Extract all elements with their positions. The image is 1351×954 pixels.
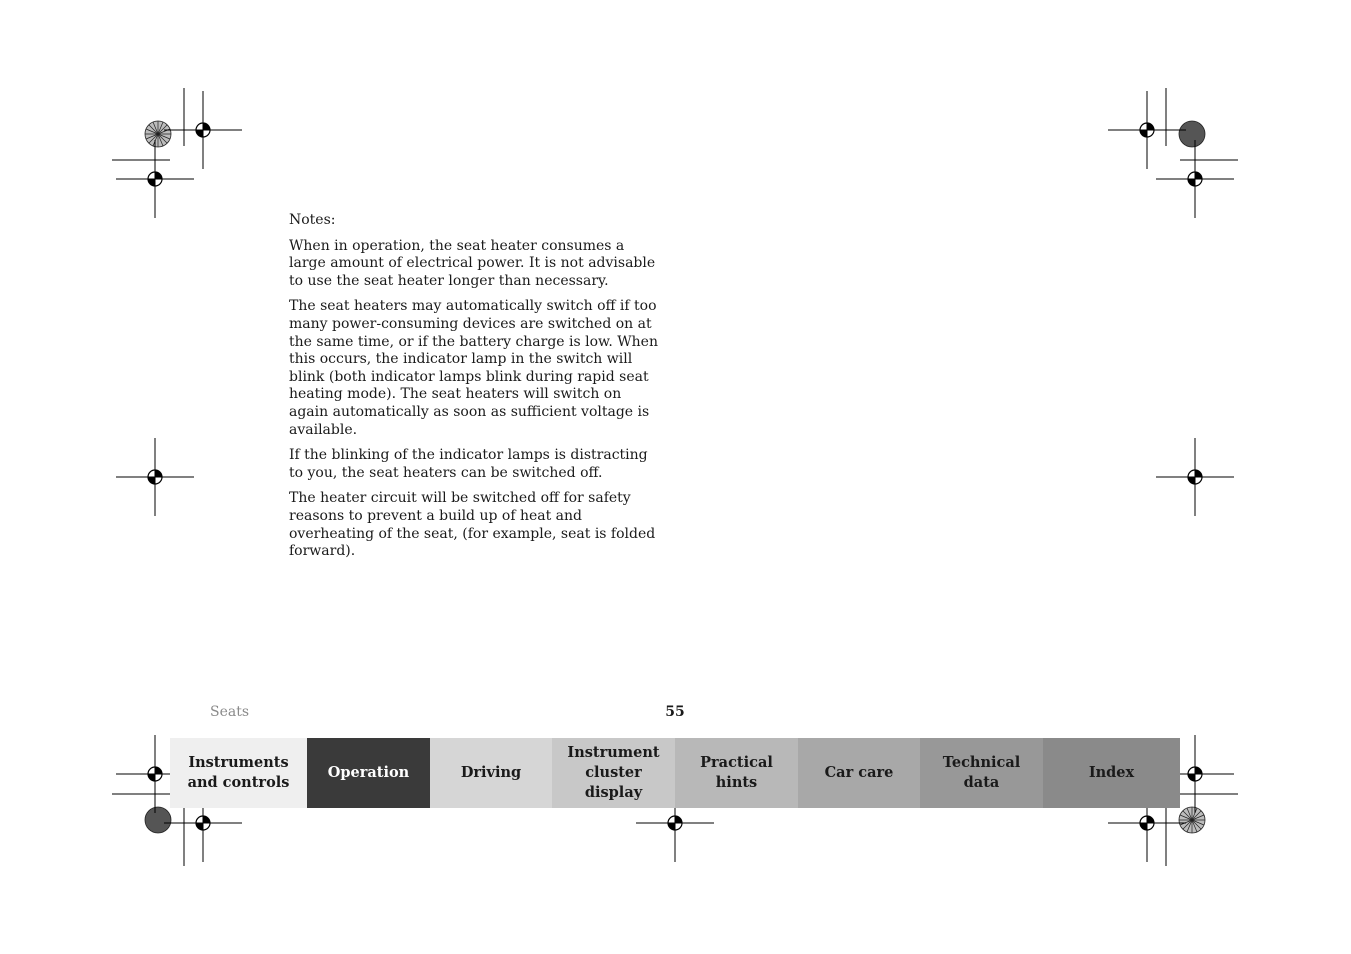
tab-operation[interactable]: Operation: [307, 738, 430, 808]
notes-heading: Notes:: [289, 212, 336, 228]
tab-car-care[interactable]: Car care: [798, 738, 920, 808]
tab-instruments-and-controls[interactable]: Instruments and controls: [170, 738, 307, 808]
tab-technical-data[interactable]: Technical data: [920, 738, 1043, 808]
tab-instrument-cluster-display[interactable]: Instrument cluster display: [552, 738, 675, 808]
tab-index[interactable]: Index: [1043, 738, 1180, 808]
tab-practical-hints[interactable]: Practical hints: [675, 738, 798, 808]
notes-section: [289, 212, 661, 569]
tab-driving[interactable]: Driving: [430, 738, 552, 808]
note-paragraph: The heater circuit will be switched off for safety reasons to prevent a build up of heat and overheating of the seat, (for example, seat is folded forward).: [289, 490, 656, 560]
chapter-tab-bar: [170, 738, 1180, 808]
page-number: 55: [665, 704, 685, 720]
note-paragraph: When in operation, the seat heater consumes a large amount of electrical power. It is not advisable to use the seat heater longer than necessary.: [289, 237, 656, 289]
section-label: Seats: [210, 704, 250, 720]
note-paragraph: The seat heaters may automatically switch off if too many power-consuming devices are switched on at the same time, or if the battery charge is low. When this occurs, the indicator lamp in the switch will blink (both indicator lamps blink during rapid seat heating mode). The seat heaters will switch on again automatically as soon as sufficient voltage is available.: [289, 298, 658, 438]
note-paragraph: If the blinking of the indicator lamps is distracting to you, the seat heaters can be switched off.: [289, 447, 648, 481]
